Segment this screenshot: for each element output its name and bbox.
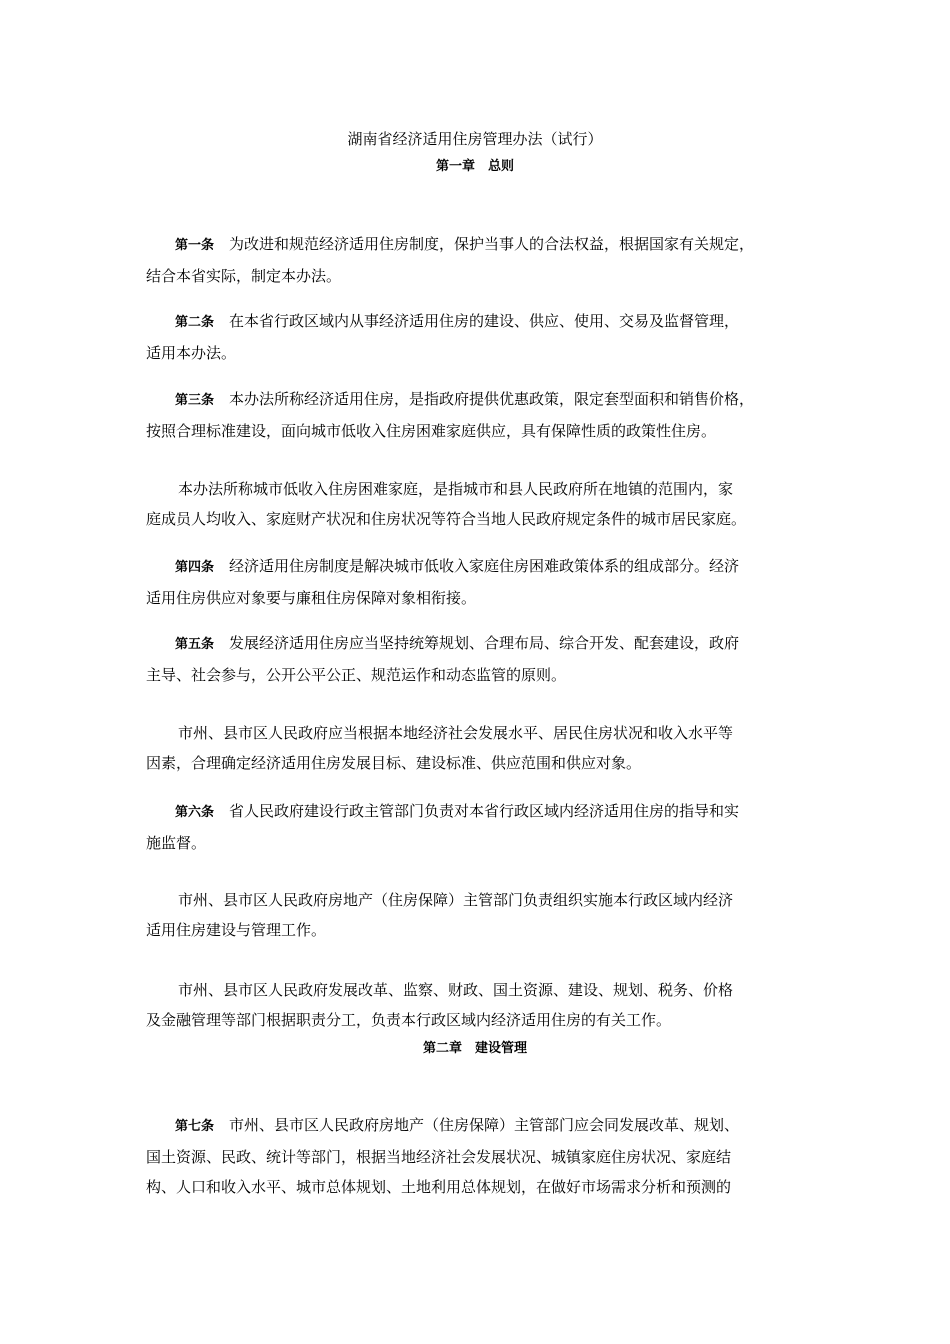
- article-7: [146, 1110, 812, 1202]
- article-label: 第四条: [175, 560, 215, 575]
- article-text: 市州、县市区人民政府房地产（住房保障）主管部门应会同发展改革、规划、: [229, 1116, 740, 1134]
- article-label: 第二条: [175, 315, 215, 330]
- article-5: [146, 628, 812, 690]
- article-text: 施监督。: [146, 834, 207, 852]
- article-6-paragraph-2: [146, 885, 812, 945]
- article-2: [146, 306, 812, 368]
- article-label: 第五条: [175, 637, 215, 652]
- article-3-paragraph-2: [146, 474, 812, 534]
- article-3: [146, 384, 812, 446]
- article-6-paragraph-3: [146, 975, 812, 1035]
- paragraph-text: 市州、县市区人民政府发展改革、监察、财政、国土资源、建设、规划、税务、价格: [178, 981, 734, 999]
- article-text: 经济适用住房制度是解决城市低收入家庭住房困难政策体系的组成部分。经济: [229, 557, 740, 575]
- paragraph-text: 适用住房建设与管理工作。: [146, 921, 327, 939]
- article-text: 国土资源、民政、统计等部门，根据当地经济社会发展状况、城镇家庭住房状况、家庭结: [146, 1148, 732, 1166]
- article-4: [146, 551, 812, 613]
- paragraph-text: 庭成员人均收入、家庭财产状况和住房状况等符合当地人民政府规定条件的城市居民家庭。: [146, 510, 747, 528]
- article-label: 第一条: [175, 238, 215, 253]
- article-text: 省人民政府建设行政主管部门负责对本省行政区域内经济适用住房的指导和实: [229, 802, 740, 820]
- chapter-heading-1: 第一章 总则: [435, 159, 514, 174]
- article-label: 第七条: [175, 1119, 215, 1134]
- article-label: 第六条: [175, 805, 215, 820]
- article-5-paragraph-2: [146, 718, 812, 778]
- paragraph-text: 因素，合理确定经济适用住房发展目标、建设标准、供应范围和供应对象。: [146, 754, 642, 772]
- article-text: 为改进和规范经济适用住房制度，保护当事人的合法权益，根据国家有关规定，: [229, 235, 755, 253]
- article-6: [146, 796, 812, 858]
- document-title: 湖南省经济适用住房管理办法（试行）: [347, 130, 603, 148]
- paragraph-text: 本办法所称城市低收入住房困难家庭，是指城市和县人民政府所在地镇的范围内，家: [178, 480, 734, 498]
- paragraph-text: 市州、县市区人民政府应当根据本地经济社会发展水平、居民住房状况和收入水平等: [178, 724, 734, 742]
- article-text: 构、人口和收入水平、城市总体规划、土地利用总体规划，在做好市场需求分析和预测的: [146, 1178, 732, 1196]
- article-text: 主导、社会参与，公开公平公正、规范运作和动态监管的原则。: [146, 666, 567, 684]
- article-text: 本办法所称经济适用住房，是指政府提供优惠政策，限定套型面积和销售价格，: [229, 390, 755, 408]
- article-text: 适用住房供应对象要与廉租住房保障对象相衔接。: [146, 589, 477, 607]
- article-text: 发展经济适用住房应当坚持统筹规划、合理布局、综合开发、配套建设，政府: [229, 634, 740, 652]
- chapter-heading-2: 第二章 建设管理: [422, 1041, 527, 1056]
- article-1: [146, 229, 812, 291]
- paragraph-text: 市州、县市区人民政府房地产（住房保障）主管部门负责组织实施本行政区域内经济: [178, 891, 734, 909]
- article-label: 第三条: [175, 393, 215, 408]
- article-text: 结合本省实际，制定本办法。: [146, 267, 342, 285]
- paragraph-text: 及金融管理等部门根据职责分工，负责本行政区域内经济适用住房的有关工作。: [146, 1011, 672, 1029]
- article-text: 按照合理标准建设，面向城市低收入住房困难家庭供应，具有保障性质的政策性住房。: [146, 422, 717, 440]
- article-text: 在本省行政区域内从事经济适用住房的建设、供应、使用、交易及监督管理，: [229, 312, 740, 330]
- article-text: 适用本办法。: [146, 344, 237, 362]
